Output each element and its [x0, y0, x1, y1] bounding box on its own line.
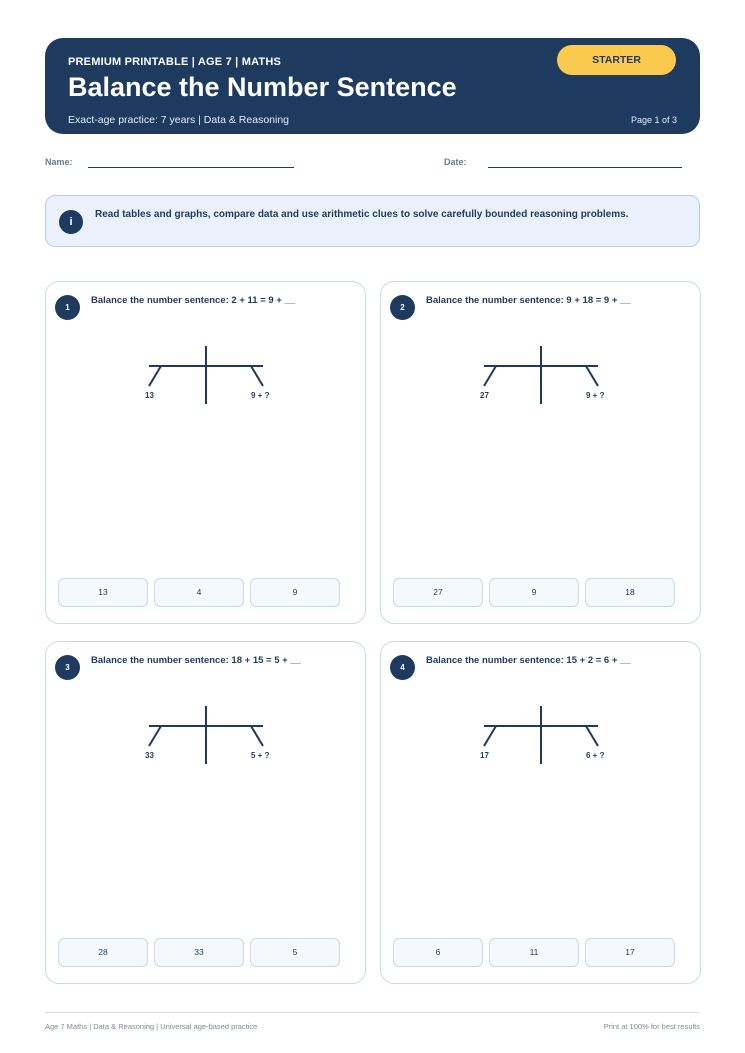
answer-option[interactable]: 9 — [489, 578, 579, 607]
level-badge: STARTER — [557, 45, 676, 75]
info-icon: i — [59, 210, 83, 234]
answer-option[interactable]: 5 — [250, 938, 340, 967]
question-number: 1 — [55, 295, 80, 320]
instructions-box — [45, 195, 700, 247]
question-number: 3 — [55, 655, 80, 680]
question-card-3 — [45, 641, 366, 984]
page-title: Balance the Number Sentence — [68, 72, 457, 102]
question-number: 2 — [390, 295, 415, 320]
question-number: 4 — [390, 655, 415, 680]
footer-left-text: Age 7 Maths | Data & Reasoning | Universal age-based practice — [45, 1022, 258, 1031]
answer-option[interactable]: 28 — [58, 938, 148, 967]
left-pan-value: 17 — [480, 751, 489, 760]
question-prompt: Balance the number sentence: 9 + 18 = 9 + __ — [426, 295, 631, 306]
answer-option[interactable]: 11 — [489, 938, 579, 967]
footer-right-text: Print at 100% for best results — [603, 1022, 700, 1031]
date-field[interactable] — [488, 167, 682, 168]
name-field[interactable] — [88, 167, 294, 168]
question-card-2 — [380, 281, 701, 624]
left-pan-value: 33 — [145, 751, 154, 760]
question-card-1 — [45, 281, 366, 624]
answer-option[interactable]: 18 — [585, 578, 675, 607]
header-subtitle: Exact-age practice: 7 years | Data & Reasoning — [68, 114, 290, 126]
page-number: Page 1 of 3 — [630, 115, 677, 125]
answer-option[interactable]: 6 — [393, 938, 483, 967]
right-pan-value: 5 + ? — [251, 751, 270, 760]
right-pan-value: 9 + ? — [586, 391, 605, 400]
question-prompt: Balance the number sentence: 15 + 2 = 6 + __ — [426, 655, 631, 666]
name-label: Name: — [45, 157, 73, 167]
answer-option[interactable]: 4 — [154, 578, 244, 607]
question-prompt: Balance the number sentence: 2 + 11 = 9 + __ — [91, 295, 296, 306]
question-prompt: Balance the number sentence: 18 + 15 = 5 + __ — [91, 655, 301, 666]
answer-option[interactable]: 27 — [393, 578, 483, 607]
left-pan-value: 27 — [480, 391, 489, 400]
answer-option[interactable]: 33 — [154, 938, 244, 967]
right-pan-value: 9 + ? — [251, 391, 270, 400]
answer-option[interactable]: 13 — [58, 578, 148, 607]
answer-option[interactable]: 9 — [250, 578, 340, 607]
worksheet-header — [45, 38, 700, 134]
left-pan-value: 13 — [145, 391, 154, 400]
right-pan-value: 6 + ? — [586, 751, 605, 760]
question-card-4 — [380, 641, 701, 984]
instructions-text: Read tables and graphs, compare data and use arithmetic clues to solve carefully bounded reasoning problems. — [95, 209, 629, 220]
header-kicker: PREMIUM PRINTABLE | AGE 7 | MATHS — [68, 56, 282, 68]
answer-option[interactable]: 17 — [585, 938, 675, 967]
footer-divider — [45, 1012, 700, 1013]
date-label: Date: — [444, 157, 467, 167]
